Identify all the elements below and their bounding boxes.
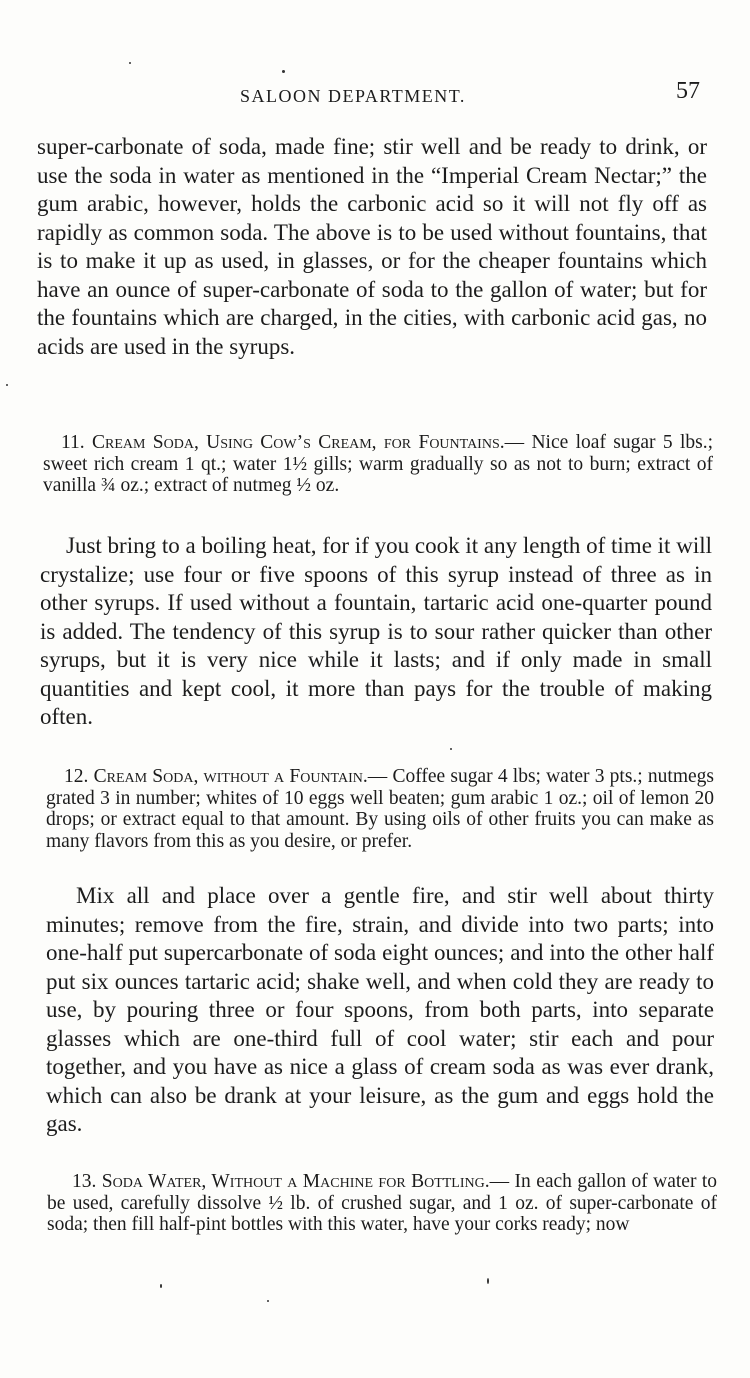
recipe-12-ingredients: Coffee sugar 4 lbs; water 3 pts.; nutmegs grated 3 in number; whites of 10 eggs well beaten; gum arabic 1 oz.; oil of lemon 20 drops; or extract equal to that amount. By using oils of other fruits you can make as many flavors from this as you desire, or prefer. xyxy=(46,766,715,852)
ink-speck xyxy=(267,1300,269,1302)
recipe-11-number: 11. xyxy=(61,432,85,453)
recipe-13-ingredients: In each gallon of water to be used, carefully dissolve ½ lb. of crushed sugar, and 1 oz. of super-carbonate of soda; then fill half-pint bottles with this water, have your corks ready; now xyxy=(47,1171,718,1235)
page-header xyxy=(0,78,750,118)
ink-speck xyxy=(160,1284,162,1288)
intro-text: super-carbonate of soda, made fine; stir well and be ready to drink, or use the soda in water as mentioned in the “Imperial Cream Nectar;” the gum arabic, however, holds the carbonic acid so it will not fly off as rapidly as common soda. The above is to be used without fountains, that is to make it up as used, in glasses, or for the cheaper fountains which have an ounce of super-carbonate of soda to the gallon of water; but for the fountains which are charged, in the cities, with carbonic acid gas, no acids are used in the syrups. xyxy=(37,134,707,359)
ink-speck xyxy=(6,384,8,386)
recipe-11-directions-block xyxy=(40,532,712,732)
ink-speck xyxy=(129,62,131,64)
recipe-12-number: 12. xyxy=(64,766,89,787)
recipe-12-directions-block xyxy=(46,882,714,1139)
ink-speck xyxy=(487,1278,489,1284)
page-number: 57 xyxy=(676,78,700,104)
intro-paragraph xyxy=(37,133,707,361)
ink-speck xyxy=(450,748,452,750)
recipe-13-block xyxy=(47,1171,717,1236)
recipe-11-title: Cream Soda, Using Cow’s Cream, for Fountains.— xyxy=(92,432,525,453)
recipe-11-directions: Just bring to a boiling heat, for if you cook it any length of time it will crystalize; use four or five spoons of this syrup instead of three as in other syrups. If used without a fountain, tartaric acid one-quarter pound is added. The tendency of this syrup is to sour rather quicker than other syrups, but it is very nice while it lasts; and if only made in small quantities and kept cool, it more than pays for the trouble of making often. xyxy=(40,533,712,729)
running-head: SALOON DEPARTMENT. xyxy=(240,86,466,106)
recipe-13-title: Soda Water, Without a Machine for Bottling.— xyxy=(101,1171,510,1192)
recipe-11-ingredients-block xyxy=(43,432,713,497)
recipe-11-ingredients: Nice loaf sugar 5 lbs.; sweet rich cream 1 qt.; water 1½ gills; warm gradually so as not to burn; extract of vanilla ¾ oz.; extract of nutmeg ½ oz. xyxy=(43,432,713,496)
ink-speck xyxy=(282,70,285,73)
recipe-12-title: Cream Soda, without a Fountain.— xyxy=(93,766,388,787)
recipe-13-number: 13. xyxy=(72,1171,97,1192)
recipe-12-directions: Mix all and place over a gentle fire, and stir well about thirty minutes; remove from the fire, strain, and divide into two parts; into one-half put supercarbonate of soda eight ounces; and into the other half put six ounces tartaric acid; shake well, and when cold they are ready to use, by pouring three or four spoons, from both parts, into separate glasses which are one-third full of cool water; stir each and pour together, and you have as nice a glass of cream soda as was ever drank, which can also be drank at your leisure, as the gum and eggs hold the gas. xyxy=(46,883,714,1136)
recipe-12-ingredients-block xyxy=(46,766,714,852)
